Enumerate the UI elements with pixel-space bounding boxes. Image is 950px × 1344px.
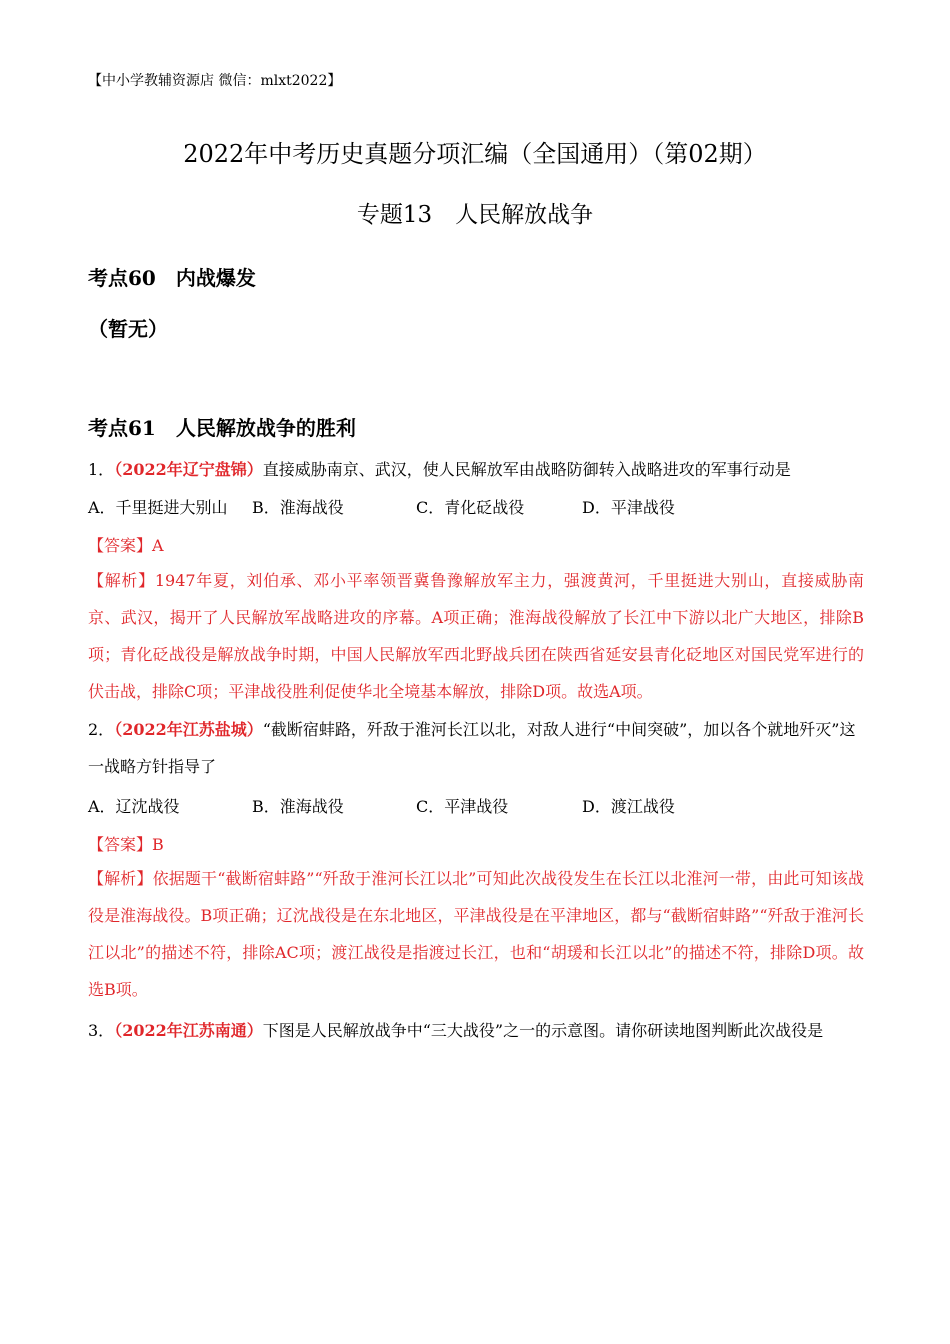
question-1-option-c: C．青化砭战役 — [416, 498, 525, 517]
header-note: 【中小学教辅资源店 微信：mlxt2022】 — [88, 73, 342, 89]
page-title: 2022年中考历史真题分项汇编（全国通用）（第02期） — [183, 140, 767, 168]
question-2-option-b: B．淮海战役 — [252, 797, 344, 816]
question-2-option-d: D．渡江战役 — [582, 797, 675, 816]
question-2-number: 2． — [88, 720, 115, 739]
question-3-stem: 下图是人民解放战争中“三大战役”之一的示意图。请你研读地图判断此次战役是 — [262, 1021, 824, 1040]
question-1-number: 1． — [88, 460, 115, 479]
section-61-number: 考点61 — [88, 416, 156, 440]
question-3-source: （2022年江苏南通） — [114, 1021, 263, 1040]
section-61-name: 人民解放战争的胜利 — [175, 416, 356, 440]
question-2-source: （2022年江苏盐城） — [114, 720, 263, 739]
question-1-option-b: B．淮海战役 — [252, 498, 344, 517]
question-1 — [88, 457, 791, 480]
section-61-heading — [88, 412, 356, 441]
section-60-number: 考点60 — [88, 266, 156, 290]
question-2-answer: 【答案】B — [88, 835, 164, 854]
section-60-name: 内战爆发 — [175, 266, 256, 290]
question-1-source: （2022年辽宁盘锦） — [114, 460, 263, 479]
question-1-option-a: A．千里挺进大别山 — [88, 498, 228, 517]
page-subtitle: 专题13 人民解放战争 — [356, 202, 594, 228]
question-2-analysis: 【解析】依据题干“截断宿蚌路”“歼敌于淮河长江以北”可知此次战役发生在长江以北淮河一带，由此可知该战役是淮海战役。B项正确；辽沈战役是在东北地区，平津战役是在平津地区，都与“截断宿蚌路”“歼敌于淮河长江以北”的描述不符，排除AC项；渡江战役是指渡过长江，也和“胡瑗和长江以北”的描述不符，排除D项。故选B项。 — [88, 869, 864, 999]
question-1-option-d: D．平津战役 — [582, 498, 675, 517]
question-1-stem: 直接威胁南京、武汉，使人民解放军由战略防御转入战略进攻的军事行动是 — [262, 460, 791, 479]
section-60-heading — [88, 262, 256, 291]
question-2-option-c: C．平津战役 — [416, 797, 509, 816]
question-1-analysis: 【解析】1947年夏，刘伯承、邓小平率领晋冀鲁豫解放军主力，强渡黄河，千里挺进大别山，直接威胁南京、武汉，揭开了人民解放军战略进攻的序幕。A项正确；淮海战役解放了长江中下游以北广大地区，排除B项；青化砭战役是解放战争时期，中国人民解放军西北野战兵团在陕西省延安县青化砭地区对国民党军进行的伏击战，排除C项；平津战役胜利促使华北全境基本解放，排除D项。故选A项。 — [88, 571, 864, 701]
question-2 — [88, 711, 864, 785]
question-3-number: 3． — [88, 1021, 115, 1040]
question-3 — [88, 1018, 823, 1041]
section-60-none: （暂无） — [88, 317, 168, 341]
question-2-option-a: A．辽沈战役 — [88, 797, 180, 816]
question-1-answer: 【答案】A — [88, 536, 164, 555]
question-2-stem: “截断宿蚌路，歼敌于淮河长江以北，对敌人进行“中间突破”，加以各个就地歼灭”这一战略方针指导了 — [88, 720, 856, 776]
